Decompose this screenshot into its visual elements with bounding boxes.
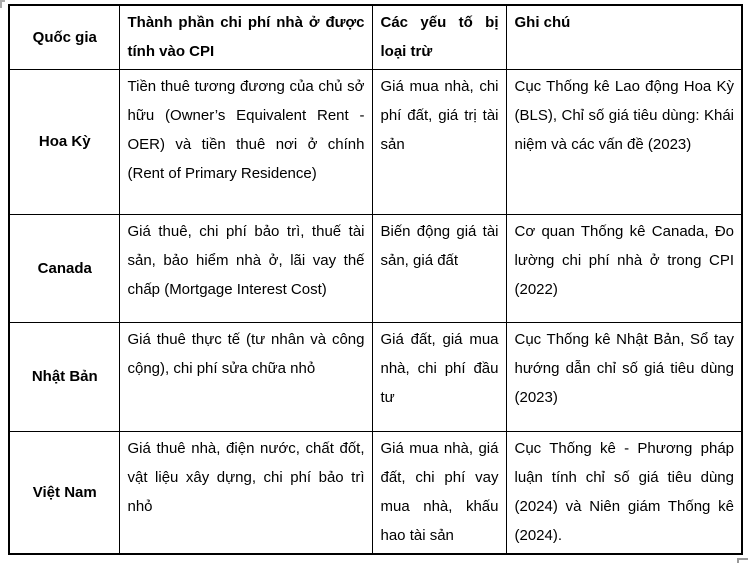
notes-cell: Cục Thống kê - Phương pháp luận tính chỉ số giá tiêu dùng (2024) và Niên giám Thống kê (2024). (506, 431, 742, 554)
excluded-cell: Giá mua nhà, chi phí đất, giá trị tài sản (372, 69, 506, 214)
cpi-housing-comparison-table (8, 4, 743, 555)
country-cell: Nhật Bản (9, 322, 119, 431)
notes-cell: Cục Thống kê Lao động Hoa Kỳ (BLS), Chỉ số giá tiêu dùng: Khái niệm và các vấn đề (2023) (506, 69, 742, 214)
components-cell: Giá thuê thực tế (tư nhân và công cộng), chi phí sửa chữa nhỏ (119, 322, 372, 431)
components-cell: Giá thuê, chi phí bảo trì, thuế tài sản, bảo hiểm nhà ở, lãi vay thế chấp (Mortgage Interest Cost) (119, 214, 372, 322)
country-cell: Việt Nam (9, 431, 119, 554)
table-row-canada (9, 214, 742, 322)
header-cell-country: Quốc gia (9, 5, 119, 69)
table-row-usa (9, 69, 742, 214)
table-header-row (9, 5, 742, 69)
components-cell: Giá thuê nhà, điện nước, chất đốt, vật liệu xây dựng, chi phí bảo trì nhỏ (119, 431, 372, 554)
notes-cell: Cục Thống kê Nhật Bản, Sổ tay hướng dẫn chỉ số giá tiêu dùng (2023) (506, 322, 742, 431)
components-cell: Tiền thuê tương đương của chủ sở hữu (Owner’s Equivalent Rent - OER) và tiền thuê nơi ở chính (Rent of Primary Residence) (119, 69, 372, 214)
table-resize-handle-artifact (737, 558, 748, 563)
excluded-cell: Giá đất, giá mua nhà, chi phí đầu tư (372, 322, 506, 431)
country-cell: Canada (9, 214, 119, 322)
header-cell-excluded: Các yếu tố bị loại trừ (372, 5, 506, 69)
country-cell: Hoa Kỳ (9, 69, 119, 214)
table-move-handle-artifact (0, 0, 5, 8)
table-row-japan (9, 322, 742, 431)
table-row-vietnam (9, 431, 742, 554)
excluded-cell: Giá mua nhà, giá đất, chi phí vay mua nhà, khấu hao tài sản (372, 431, 506, 554)
notes-cell: Cơ quan Thống kê Canada, Đo lường chi phí nhà ở trong CPI (2022) (506, 214, 742, 322)
header-cell-notes: Ghi chú (506, 5, 742, 69)
header-cell-components: Thành phần chi phí nhà ở được tính vào CPI (119, 5, 372, 69)
excluded-cell: Biến động giá tài sản, giá đất (372, 214, 506, 322)
